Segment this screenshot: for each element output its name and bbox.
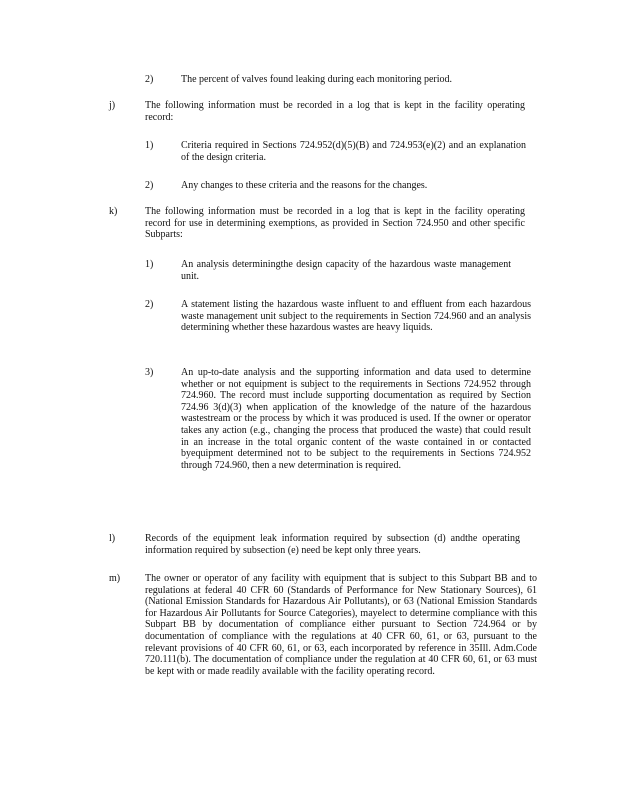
item-text: The following information must be recorded in a log that is kept in the facility operating record for use in determining exemptions, as provided in Section 724.950 and other specific Subparts: (145, 206, 525, 241)
item-label: 1) (145, 259, 154, 270)
item-label: l) (109, 533, 116, 544)
item-text: The following information must be recorded in a log that is kept in the facility operating record: (145, 100, 525, 123)
item-text: The owner or operator of any facility with equipment that is subject to this Subpart BB and to regulations at federal 40 CFR 60 (Standards of Performance for New Stationary Sources), 61 (National Emission Standards for Hazardous Air Pollutants), or 63 (National Emission Standards for Hazardous Air Pollutants for Source Categories), mayelect to determine compliance with this Subpart BB by documentation of compliance either pursuant to Section 724.964 or by documentation of compliance with the regulations at 40 CFR 60, 61, or 63, pursuant to the relevant provisions of 40 CFR 60, 61, or 63, each incorporated by reference in 35Ill. Adm.Code 720.111(b). The documentation of compliance under the regulation at 40 CFR 60, 61, or 63 must be kept with or made readily available with the facility operating record. (145, 573, 537, 677)
item-label: k) (109, 206, 118, 217)
item-label: 3) (145, 367, 154, 378)
item-text: Any changes to these criteria and the reasons for the changes. (181, 180, 428, 191)
item-label: m) (109, 573, 121, 584)
item-label: 2) (145, 74, 154, 85)
item-label: 1) (145, 140, 154, 151)
item-label: 2) (145, 299, 154, 310)
item-text: The percent of valves found leaking during each monitoring period. (181, 74, 453, 85)
item-label: 2) (145, 180, 154, 191)
item-text: An up-to-date analysis and the supporting information and data used to determine whether or not equipment is subject to the requirements in Sections 724.952 through 724.960. The record must include supporting documentation as required by Section 724.96 3(d)(3) when application of the knowledge of the nature of the hazardous wastestream or the process by which it was produced is used. If the owner or operator takes any action (e.g., changing the process that produced the waste) that could result in an increase in the total organic content of the waste contained in or contacted byequipment determined not to be subject to the requirements in Sections 724.952 through 724.960, then a new determination is required. (181, 367, 531, 471)
item-text: Records of the equipment leak information required by subsection (d) andthe operating information required by subsection (e) need be kept only three years. (145, 533, 520, 556)
item-text: An analysis determiningthe design capacity of the hazardous waste management unit. (181, 259, 511, 282)
item-text: Criteria required in Sections 724.952(d)(5)(B) and 724.953(e)(2) and an explanation of the design criteria. (181, 140, 526, 163)
item-text: A statement listing the hazardous waste influent to and effluent from each hazardous waste management unit subject to the requirements in Section 724.960 and an analysis determining whether these hazardous wastes are heavy liquids. (181, 299, 531, 334)
item-label: j) (109, 100, 116, 111)
